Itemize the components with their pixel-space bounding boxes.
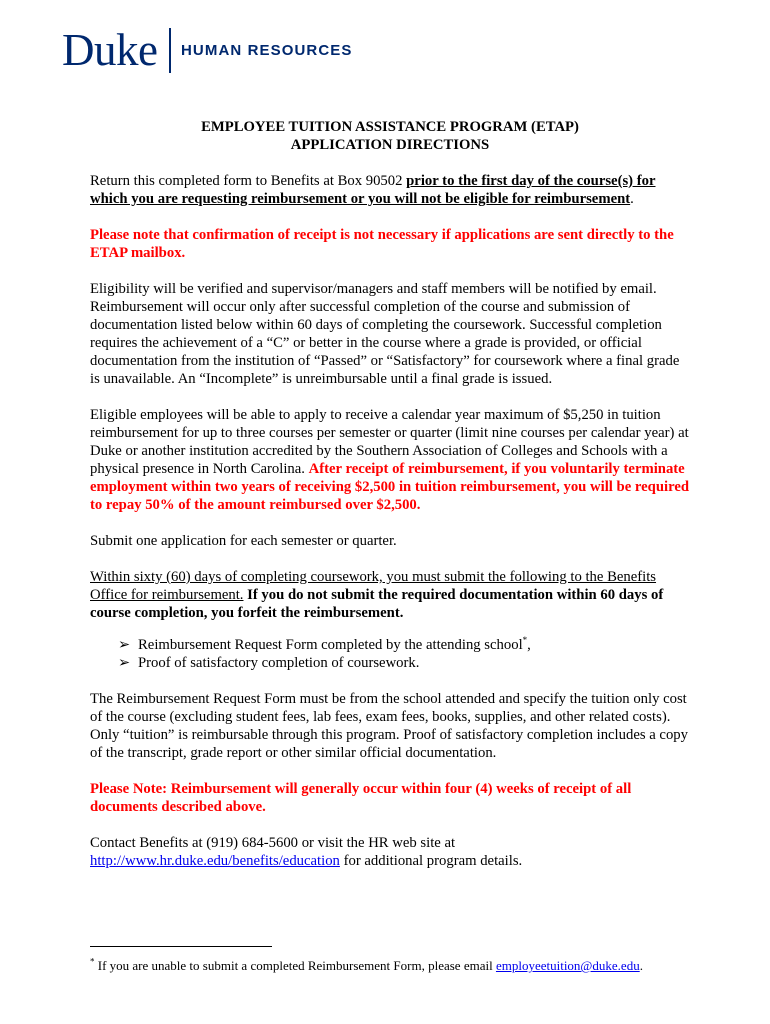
repayment-warning: After receipt of reimbursement, if you voluntarily terminate employment within two years of receiving $2,500 in tuition reimbursement, you will be required to repay 50% of the amount reimbursed over $2,500. xyxy=(90,461,690,513)
etap-mailbox-note: Please note that confirmation of receipt is not necessary if applications are sent directly to the ETAP mailbox. xyxy=(90,227,674,261)
list-item xyxy=(118,636,690,654)
contact-text: Contact Benefits at (919) 684-5600 or visit the HR web site at xyxy=(90,835,456,851)
timing-note: Please Note: Reimbursement will generally occur within four (4) weeks of receipt of all documents described above. xyxy=(90,781,632,815)
hr-web-link[interactable]: http://www.hr.duke.edu/benefits/education xyxy=(90,853,340,869)
request-form-paragraph: The Reimbursement Request Form must be from the school attended and specify the tuition only cost of the course (excluding student fees, lab fees, exam fees, books, supplies, and other related costs). Only “tuition” is reimbursable through this program. Proof of satisfactory completion includes a copy of the transcript, grade report or other similar official documentation. xyxy=(90,691,688,761)
document-title xyxy=(90,118,690,154)
email-link[interactable]: employeetuition@duke.edu xyxy=(495,958,640,973)
deadline-emphasis: prior to the first day of the course(s) for which you are requesting reimbursement or you will not be eligible for reimbursement xyxy=(90,173,656,207)
sixty-days-paragraph xyxy=(90,568,690,622)
forfeit-warning: If you do not submit the required documentation within 60 days of course completion, you forfeit the reimbursement. xyxy=(90,587,664,621)
list-item-end: , xyxy=(527,637,531,653)
footnote-marker: * xyxy=(522,635,528,646)
title-line-1: EMPLOYEE TUITION ASSISTANCE PROGRAM (ETAP) xyxy=(201,119,579,135)
arrow-bullet-icon: ➢ xyxy=(118,637,131,653)
document-body xyxy=(90,118,690,888)
maximum-paragraph xyxy=(90,406,690,514)
list-item-text: Proof of satisfactory completion of coursework. xyxy=(138,655,420,671)
submit-one-paragraph: Submit one application for each semester or quarter. xyxy=(90,533,397,549)
return-text: Return this completed form to Benefits at Box 90502 xyxy=(90,173,407,189)
footnote-divider xyxy=(90,946,272,947)
return-end: . xyxy=(630,191,634,207)
required-documents-list xyxy=(118,636,690,672)
title-line-2: APPLICATION DIRECTIONS xyxy=(290,137,490,153)
contact-end: for additional program details. xyxy=(339,853,523,869)
logo-subtitle: HUMAN RESOURCES xyxy=(180,42,353,59)
footnote-symbol: * xyxy=(90,956,95,967)
footnote xyxy=(90,958,710,974)
logo-divider xyxy=(169,28,171,73)
logo-wordmark: Duke xyxy=(62,25,158,75)
contact-paragraph xyxy=(90,834,690,870)
arrow-bullet-icon: ➢ xyxy=(118,655,131,671)
duke-hr-logo xyxy=(62,25,353,75)
maximum-text: Eligible employees will be able to apply to receive a calendar year maximum of $5,250 in tuition reimbursement for up to three courses per semester or quarter (limit nine courses per calendar year) at Duke or another institution accredited by the Southern Association of Colleges and Schools with a physical presence in North Carolina. xyxy=(90,407,689,477)
return-instructions xyxy=(90,172,690,208)
list-item xyxy=(118,654,690,672)
eligibility-paragraph: Eligibility will be verified and supervisor/managers and staff members will be notified by email. Reimbursement will occur only after successful completion of the course and submission of documentation listed below within 60 days of completing the coursework. Successful completion requires the achievement of a “C” or better in the course where a grade is provided, or official documentation from the institution of “Passed” or “Satisfactory” for coursework where a final grade is unavailable. An “Incomplete” is unreimbursable until a final grade is issued. xyxy=(90,281,680,387)
list-item-text: Reimbursement Request Form completed by the attending school xyxy=(138,637,523,653)
sixty-days-underlined: Within sixty (60) days of completing coursework, you must submit the following to the Benefits Office for reimbursement. xyxy=(90,569,657,603)
footnote-text: If you are unable to submit a completed Reimbursement Form, please email xyxy=(94,958,496,973)
footnote-end: . xyxy=(639,958,643,973)
